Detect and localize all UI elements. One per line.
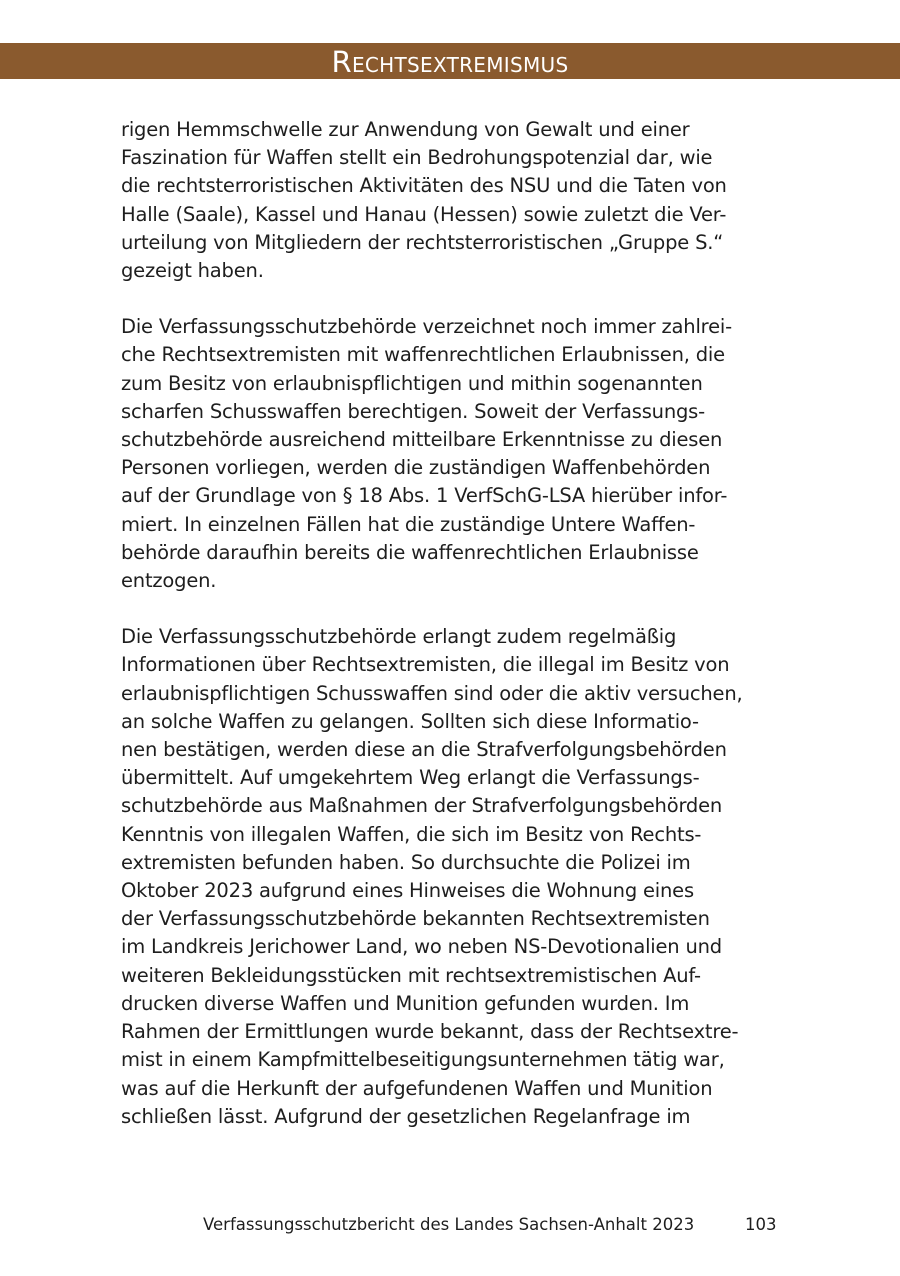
text-line: auf der Grundlage von § 18 Abs. 1 VerfSchG-LSA hierüber infor- bbox=[121, 484, 728, 508]
text-line: übermittelt. Auf umgekehrtem Weg erlangt die Verfassungs- bbox=[121, 766, 700, 790]
chapter-title: Rechtsextremismus bbox=[331, 45, 569, 79]
text-line: Informationen über Rechtsextremisten, die illegal im Besitz von bbox=[121, 653, 730, 677]
text-line: Halle (Saale), Kassel und Hanau (Hessen) sowie zuletzt die Ver- bbox=[121, 202, 727, 226]
text-line: an solche Waffen zu gelangen. Sollten sich diese Informatio- bbox=[121, 709, 699, 733]
text-line: der Verfassungsschutzbehörde bekannten Rechtsextremisten bbox=[121, 907, 710, 931]
page-number: 103 bbox=[745, 1215, 777, 1234]
text-line: Faszination für Waffen stellt ein Bedrohungspotenzial dar, wie bbox=[121, 146, 713, 170]
text-line: Die Verfassungsschutzbehörde erlangt zudem regelmäßig bbox=[121, 625, 677, 649]
text-line: urteilung von Mitgliedern der rechtsterroristischen „Gruppe S.“ bbox=[121, 230, 724, 254]
text-line: zum Besitz von erlaubnispflichtigen und mithin sogenannten bbox=[121, 371, 703, 395]
paragraph-1 bbox=[121, 116, 781, 285]
text-line: weiteren Bekleidungsstücken mit rechtsextremistischen Auf- bbox=[121, 963, 701, 987]
text-line: scharfen Schusswaffen berechtigen. Soweit der Verfassungs- bbox=[121, 399, 705, 423]
text-line: die rechtsterroristischen Aktivitäten des NSU und die Taten von bbox=[121, 174, 727, 198]
chapter-header-bar bbox=[0, 43, 900, 79]
text-line: behörde daraufhin bereits die waffenrechtlichen Erlaubnisse bbox=[121, 540, 699, 564]
text-line: was auf die Herkunft der aufgefundenen Waffen und Munition bbox=[121, 1076, 713, 1100]
text-line: miert. In einzelnen Fällen hat die zuständige Untere Waffen- bbox=[121, 512, 696, 536]
text-line: che Rechtsextremisten mit waffenrechtlichen Erlaubnissen, die bbox=[121, 343, 725, 367]
paragraph-3 bbox=[121, 623, 781, 1131]
footer-publication-title: Verfassungsschutzbericht des Landes Sachsen-Anhalt 2023 bbox=[203, 1215, 695, 1234]
text-line: extremisten befunden haben. So durchsuchte die Polizei im bbox=[121, 850, 691, 874]
paragraph-2 bbox=[121, 313, 781, 595]
text-line: Die Verfassungsschutzbehörde verzeichnet noch immer zahlrei- bbox=[121, 315, 732, 339]
text-line: Personen vorliegen, werden die zuständigen Waffenbehörden bbox=[121, 456, 711, 480]
text-line: Oktober 2023 aufgrund eines Hinweises die Wohnung eines bbox=[121, 879, 694, 903]
text-line: erlaubnispflichtigen Schusswaffen sind oder die aktiv versuchen, bbox=[121, 681, 743, 705]
body-text bbox=[121, 116, 781, 1159]
text-line: Kenntnis von illegalen Waffen, die sich im Besitz von Rechts- bbox=[121, 822, 702, 846]
text-line: schutzbehörde ausreichend mitteilbare Erkenntnisse zu diesen bbox=[121, 428, 723, 452]
text-line: schließen lässt. Aufgrund der gesetzlichen Regelanfrage im bbox=[121, 1104, 691, 1128]
text-line: rigen Hemmschwelle zur Anwendung von Gewalt und einer bbox=[121, 118, 690, 141]
text-line: entzogen. bbox=[121, 569, 217, 593]
text-line: gezeigt haben. bbox=[121, 259, 264, 283]
text-line: nen bestätigen, werden diese an die Strafverfolgungsbehörden bbox=[121, 738, 727, 762]
text-line: drucken diverse Waffen und Munition gefunden wurden. Im bbox=[121, 991, 690, 1015]
text-line: mist in einem Kampfmittelbeseitigungsunternehmen tätig war, bbox=[121, 1048, 725, 1072]
text-line: im Landkreis Jerichower Land, wo neben NS-Devotionalien und bbox=[121, 935, 722, 959]
text-line: Rahmen der Ermittlungen wurde bekannt, dass der Rechtsextre- bbox=[121, 1020, 739, 1044]
text-line: schutzbehörde aus Maßnahmen der Strafverfolgungsbehörden bbox=[121, 794, 723, 818]
